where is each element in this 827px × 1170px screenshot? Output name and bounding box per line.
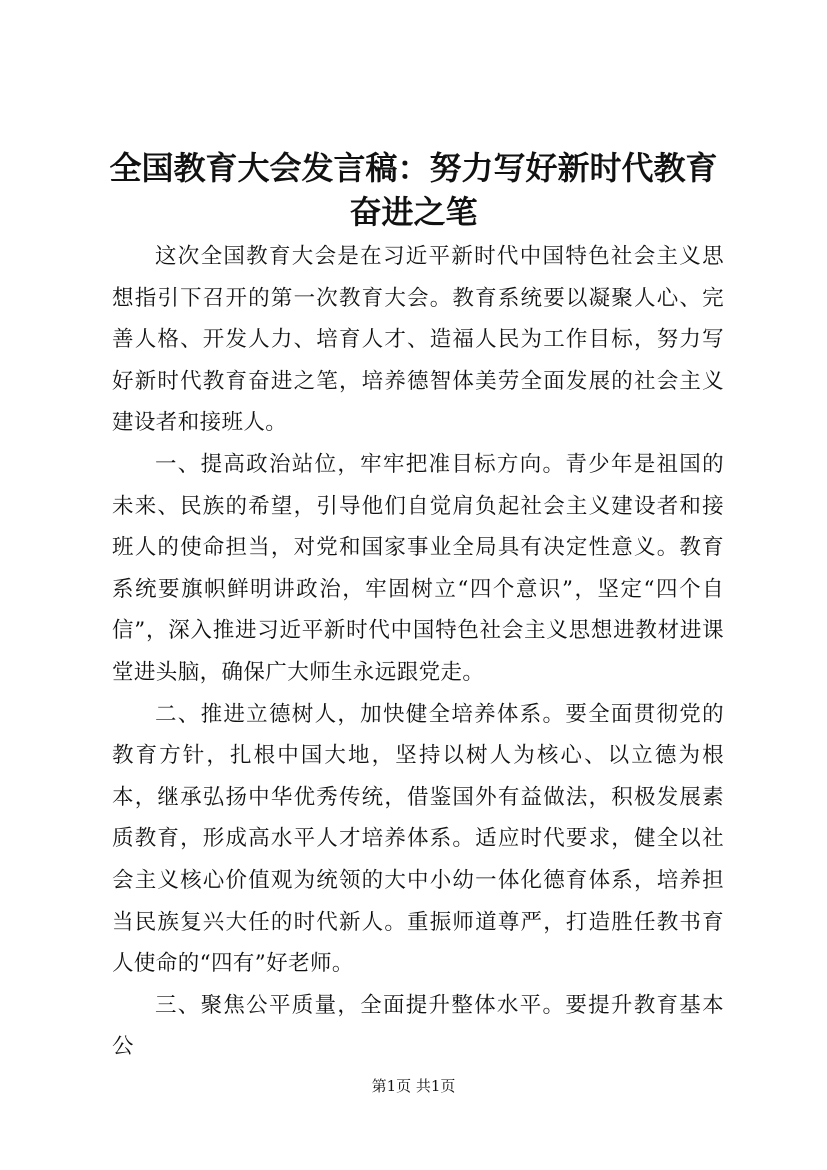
paragraph-section-2: 二、推进立德树人，加快健全培养体系。要全面贯彻党的教育方针，扎根中国大地，坚持以树人为核心、以立德为根本，继承弘扬中华优秀传统，借鉴国外有益做法，积极发展素质教育，形成高水平人才培养体系。适应时代要求，健全以社会主义核心价值观为统领的大中小幼一体化德育体系，培养担当民族复兴大任的时代新人。重振师道尊严，打造胜任教书育人使命的“四有”好老师。 (112, 701, 724, 977)
paragraph-section-3: 三、聚焦公平质量，全面提升整体水平。要提升教育基本公 (112, 992, 724, 1060)
document-body (112, 236, 724, 1068)
document-title: 全国教育大会发言稿：努力写好新时代教育奋进之笔 (109, 149, 718, 231)
page-number-footer: 第1页 共1页 (371, 1077, 456, 1095)
paragraph-section-1: 一、提高政治站位，牢牢把准目标方向。青少年是祖国的未来、民族的希望，引导他们自觉肩负起社会主义建设者和接班人的使命担当，对党和国家事业全局具有决定性意义。教育系统要旗帜鲜明讲政治，牢固树立“四个意识”，坚定“四个自信”，深入推进习近平新时代中国特色社会主义思想进教材进课堂进头脑，确保广大师生永远跟党走。 (112, 451, 724, 685)
paragraph-intro: 这次全国教育大会是在习近平新时代中国特色社会主义思想指引下召开的第一次教育大会。教育系统要以凝聚人心、完善人格、开发人力、培育人才、造福人民为工作目标，努力写好新时代教育奋进之笔，培养德智体美劳全面发展的社会主义建设者和接班人。 (112, 244, 724, 436)
